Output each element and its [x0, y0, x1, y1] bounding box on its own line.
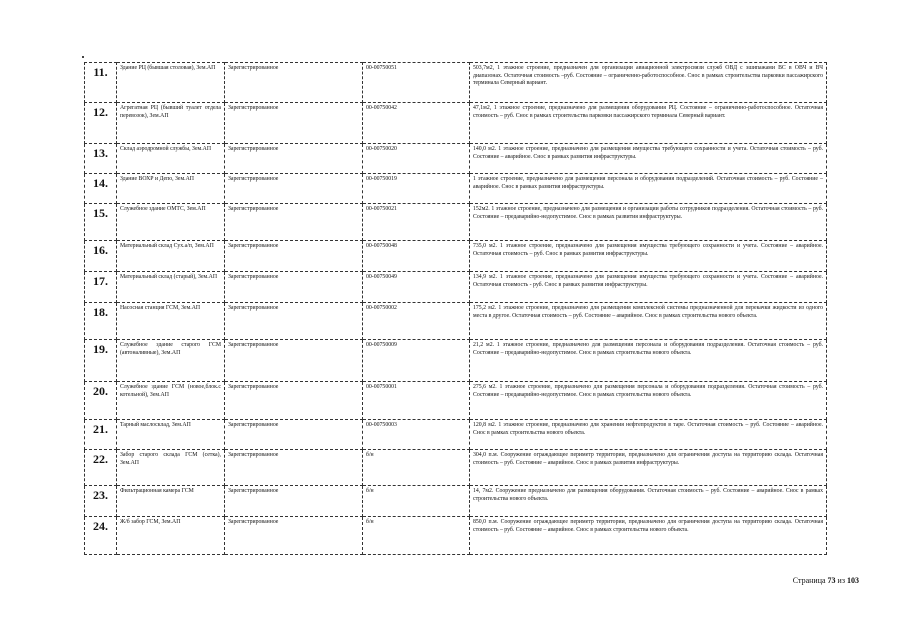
object-description: 503,7м2, 1 этажное строение, предназначен для организации авиационной электросвязи служб ОВД с эшипажами ВС в ОВЧ и ВЧ диапазонах. Остаточная стоимость –руб. Состояние – ограниченно-работоспособное. Снос в рамках строительства парковки пассажирского терминала Северный вариант. — [470, 63, 827, 103]
object-description: 735,0 м2. 1 этажное строение, предназначено для размещения имущества требующего сохранности и учета. Состояние – аварийное. Остаточная стоимость – руб. Снос в рамках развития инфраструктуры. — [470, 241, 827, 272]
object-name: Тарный маслосклад, Зем.АП — [117, 420, 225, 450]
inventory-number: 00-00750021 — [363, 204, 470, 241]
registration-status: Зарегистрированное — [225, 486, 363, 517]
table-row — [85, 303, 827, 340]
registration-status: Зарегистрированное — [225, 517, 363, 555]
object-name: Служебное здание ГСМ (новое,блок.с котельной), Зем.АП — [117, 382, 225, 420]
property-table — [84, 62, 827, 555]
table-row — [85, 241, 827, 272]
object-description: 120,8 м2. 1 этажное строение, предназначено для хранения нефтепродуктов в таре. Остаточная стоимость – руб. Состояние – аварийное. Снос в рамках строительства нового объекта. — [470, 420, 827, 450]
inventory-number: б/н — [363, 486, 470, 517]
table-row — [85, 450, 827, 486]
object-name: Насосная станция ГСМ, Зем.АП — [117, 303, 225, 340]
inventory-number: 00-00750019 — [363, 174, 470, 204]
row-number: 23. — [85, 486, 117, 517]
total-pages-number: 103 — [847, 576, 859, 585]
object-name: Материальный склад Сух.а/п, Зем.АП — [117, 241, 225, 272]
table-row — [85, 382, 827, 420]
object-name: Агрегатная РЦ (бывший туалет отдела перевозок), Зем.АП — [117, 103, 225, 144]
table-row — [85, 272, 827, 303]
registration-status: Зарегистрированное — [225, 340, 363, 382]
registration-status: Зарегистрированное — [225, 144, 363, 174]
object-description: 175,2 м2. 1 этажное строение, предназначено для размещения комплексной системы предназначенной для перекачки жидкости из одного места в другое. Остаточная стоимость – руб. Состояние – аварийное. Снос в рамках строительства нового объекта. — [470, 303, 827, 340]
object-description: 47,1м2, 1 этажное строение, предназначено для размещения оборудования РЦ. Состояние – ограниченно-работоспособное. Остаточная стоимость – руб. Снос в рамках строительства парковки пассажирского терминала Северный вариант. — [470, 103, 827, 144]
row-number: 19. — [85, 340, 117, 382]
registration-status: Зарегистрированное — [225, 420, 363, 450]
object-description: 850,0 п.м. Сооружение ограждающее периметр территории, предназначено для ограничения доступа на территорию склада. Остаточная стоимость – руб. Состояние – аварийное. Снос в рамках строительства нового объекта. — [470, 517, 827, 555]
row-number: 14. — [85, 174, 117, 204]
table-row — [85, 144, 827, 174]
inventory-number: б/н — [363, 450, 470, 486]
registration-status: Зарегистрированное — [225, 272, 363, 303]
table-row — [85, 517, 827, 555]
row-number: 18. — [85, 303, 117, 340]
registration-status: Зарегистрированное — [225, 241, 363, 272]
table-row — [85, 204, 827, 241]
registration-status: Зарегистрированное — [225, 174, 363, 204]
registration-status: Зарегистрированное — [225, 103, 363, 144]
footer-separator: из — [837, 576, 845, 585]
object-name: Фильтрационная камера ГСМ — [117, 486, 225, 517]
inventory-number: 00-00750048 — [363, 241, 470, 272]
object-name: Здание ВОХР и Депо, Зем.АП — [117, 174, 225, 204]
table-row — [85, 63, 827, 103]
object-description: 14, 7м2. Сооружение предназначено для размещения оборудования. Остаточная стоимость – руб. Состояние – аварийное. Снос в рамках строительства нового объекта. — [470, 486, 827, 517]
object-description: 152м2. 1 этажное строение, предназначено для размещения и организации работы сотрудников подразделения. Остаточная стоимость – руб. Состояние – предаварийно-недопустимое. Снос в рамках развития инфраструктуры. — [470, 204, 827, 241]
row-number: 13. — [85, 144, 117, 174]
inventory-number: 00-00750020 — [363, 144, 470, 174]
table-row — [85, 103, 827, 144]
row-number: 21. — [85, 420, 117, 450]
table-row — [85, 340, 827, 382]
registration-status: Зарегистрированное — [225, 204, 363, 241]
object-description: 134,9 м2. 1 этажное строение, предназначено для размещения имущества требующего сохранности и учета. Состояние – аварийное. Остаточная стоимость - руб. Снос в рамках развития инфраструктуры. — [470, 272, 827, 303]
object-name: Склад аэродромной службы, Зем.АП — [117, 144, 225, 174]
inventory-number: 00-00750001 — [363, 382, 470, 420]
row-number: 24. — [85, 517, 117, 555]
row-number: 22. — [85, 450, 117, 486]
object-name: Служебное здание старого ГСМ (автоналивные), Зем.АП — [117, 340, 225, 382]
row-number: 12. — [85, 103, 117, 144]
registration-status: Зарегистрированное — [225, 303, 363, 340]
inventory-number: 00-00750051 — [363, 63, 470, 103]
inventory-number: 00-00750002 — [363, 303, 470, 340]
object-name: Здание РЦ (бывшая столовая), Зем.АП — [117, 63, 225, 103]
table-row — [85, 174, 827, 204]
row-number: 20. — [85, 382, 117, 420]
row-number: 16. — [85, 241, 117, 272]
row-number: 11. — [85, 63, 117, 103]
object-description: 1 этажное строение, предназначено для размещения персонала и оборудования подразделений. Остаточная стоимость – руб. Состояние – аварийное. Снос в рамках развития инфраструктуры. — [470, 174, 827, 204]
object-name: Ж/б забор ГСМ, Зем.АП — [117, 517, 225, 555]
object-name: Материальный склад (старый), Зем.АП — [117, 272, 225, 303]
page-footer — [793, 576, 859, 585]
row-number: 17. — [85, 272, 117, 303]
inventory-number: б/н — [363, 517, 470, 555]
registration-status: Зарегистрированное — [225, 450, 363, 486]
current-page-number: 73 — [827, 576, 836, 585]
table-row — [85, 420, 827, 450]
table-row — [85, 486, 827, 517]
row-number: 15. — [85, 204, 117, 241]
registration-status: Зарегистрированное — [225, 382, 363, 420]
scan-dot — [82, 56, 84, 58]
object-name: Забор старого склада ГСМ (сетка), Зем.АП — [117, 450, 225, 486]
object-description: 140,0 м2. 1 этажное строение, предназначено для размещения имущества требующего сохранности и учета. Остаточная стоимость – руб. Состояние – аварийное. Снос в рамках развития инфраструктуры. — [470, 144, 827, 174]
inventory-number: 00-00750049 — [363, 272, 470, 303]
inventory-number: 00-00750009 — [363, 340, 470, 382]
object-description: 21,2 м2. 1 этажное строение, предназначено для размещения персонала и оборудования подразделения. Остаточная стоимость – руб. Состояние – предаварийно-недопустимое. Снос в рамках строительства нового объекта. — [470, 340, 827, 382]
table-body — [85, 63, 827, 555]
object-description: 275,6 м2. 1 этажное строение, предназначено для размещения персонала и оборудования подразделения. Остаточная стоимость – руб. Состояние – предаварийно-недопустимое. Снос в рамках строительства нового объекта. — [470, 382, 827, 420]
footer-page-label: Страница — [792, 576, 826, 585]
object-description: 304,0 п.м. Сооружение ограждающее периметр территории, предназначено для ограничения доступа на территорию склада. Остаточная стоимость – руб. Состояние – аварийное. Снос в рамках развития инфраструктуры. — [470, 450, 827, 486]
registration-status: Зарегистрированное — [225, 63, 363, 103]
inventory-number: 00-00750003 — [363, 420, 470, 450]
inventory-number: 00-00750042 — [363, 103, 470, 144]
object-name: Служебное здание ОМТС, Зем.АП — [117, 204, 225, 241]
